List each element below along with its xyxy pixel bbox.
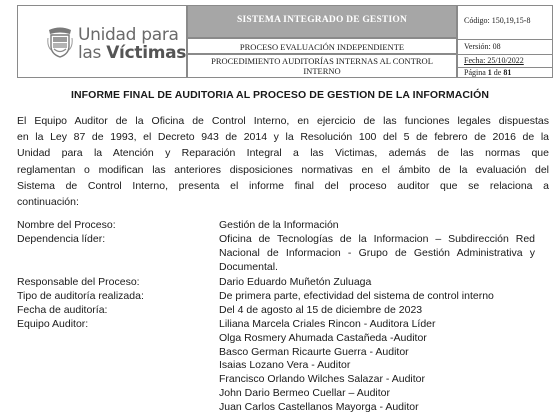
meta-divider <box>458 54 552 55</box>
page-prefix: Página <box>464 68 488 77</box>
field-label: Dependencia líder: <box>17 233 106 245</box>
system-title-cell <box>187 5 457 38</box>
logo-text-line2 <box>78 43 186 63</box>
field-value: De primera parte, efectividad del sistema de control interno <box>219 290 494 302</box>
procedure-line2: INTERNO <box>303 66 341 76</box>
logo-cell <box>17 5 187 78</box>
audit-team-member: Basco German Ricaurte Guerra - Auditor <box>219 345 409 358</box>
document-header <box>17 5 553 78</box>
procedure-line1: PROCEDIMIENTO AUDITORÍAS INTERNAS AL CONTROL <box>211 56 433 66</box>
field-label: Nombre del Proceso: <box>17 219 116 231</box>
report-title: INFORME FINAL DE AUDITORIA AL PROCESO DE GESTION DE LA INFORMACIÓN <box>70 89 490 101</box>
field-value: Gestión de la Información <box>219 219 339 231</box>
procedure-cell <box>187 54 457 78</box>
system-title: SISTEMA INTEGRADO DE GESTION <box>236 15 408 25</box>
logo-text-line1: Unidad para <box>78 25 179 45</box>
field-label: Tipo de auditoría realizada: <box>17 290 144 302</box>
document-version: Versión: 08 <box>464 42 501 51</box>
audit-team-member: Liliana Marcela Criales Rincon - Auditora Líder <box>219 318 436 330</box>
intro-line: El Equipo Auditor de la Oficina de Control Interno, en ejercicio de las funciones legales dispuestas <box>17 115 549 127</box>
intro-line: en la Ley 87 de 1993, el Decreto 943 de 2014 y la Resolución 100 del 5 de febrero de 2016 de la <box>17 131 549 144</box>
audit-team-member: John Dario Bermeo Cuellar – Auditor <box>219 386 391 399</box>
field-label: Equipo Auditor: <box>17 318 89 330</box>
field-value: Del 4 de agosto al 15 de diciembre de 2023 <box>219 304 423 316</box>
meta-divider <box>458 39 552 40</box>
audit-team-member: Francisco Orlando Wilches Salazar - Auditor <box>219 373 425 386</box>
audit-team-member: Juan Carlos Castellanos Mayorga - Auditor <box>219 400 419 413</box>
field-value-line: Oficina de Tecnologías de la Informacion – Subdirección Red <box>219 233 535 245</box>
page-current: 1 <box>487 68 492 77</box>
document-code: Código: 150,19,15-8 <box>464 16 531 25</box>
logo-text-bold: Víctimas <box>106 43 187 63</box>
field-label: Responsable del Proceso: <box>17 276 140 288</box>
logo-text-prefix: las <box>78 43 107 63</box>
document-date: Fecha: 25/10/2022 <box>464 56 524 65</box>
document-meta-cell <box>457 5 553 78</box>
colombia-coat-of-arms-icon <box>47 26 73 58</box>
intro-line: continuación: <box>17 196 79 209</box>
audit-team-member: Isaias Lozano Vera - Auditor <box>219 359 351 372</box>
field-value-line: Nacional de Informacion - Grupo de Gestión Administrativa y <box>219 246 535 259</box>
intro-line: reglamentan o modifican las anteriores disposiciones normativas en el ámbito de la evaluación del <box>17 163 549 176</box>
field-value-line: Documental. <box>219 260 278 273</box>
intro-line: Unidad para la Atención y Reparación Integral a las Victimas, además de las normas que <box>17 147 549 160</box>
process-cell <box>187 38 457 54</box>
audit-team-member: Olga Rosmery Ahumada Castañeda -Auditor <box>219 331 427 344</box>
page-total: 81 <box>503 68 512 77</box>
page-of: de <box>491 68 504 77</box>
field-value: Dario Eduardo Muñetón Zuluaga <box>219 276 372 288</box>
field-label: Fecha de auditoría: <box>17 304 108 316</box>
page-counter <box>464 68 511 77</box>
intro-line: Sistema de Control Interno, presenta el informe final del proceso auditor que se relaciona a <box>17 179 549 192</box>
process-name-header: PROCESO EVALUACIÓN INDEPENDIENTE <box>239 42 405 52</box>
intro-paragraph <box>17 113 549 210</box>
